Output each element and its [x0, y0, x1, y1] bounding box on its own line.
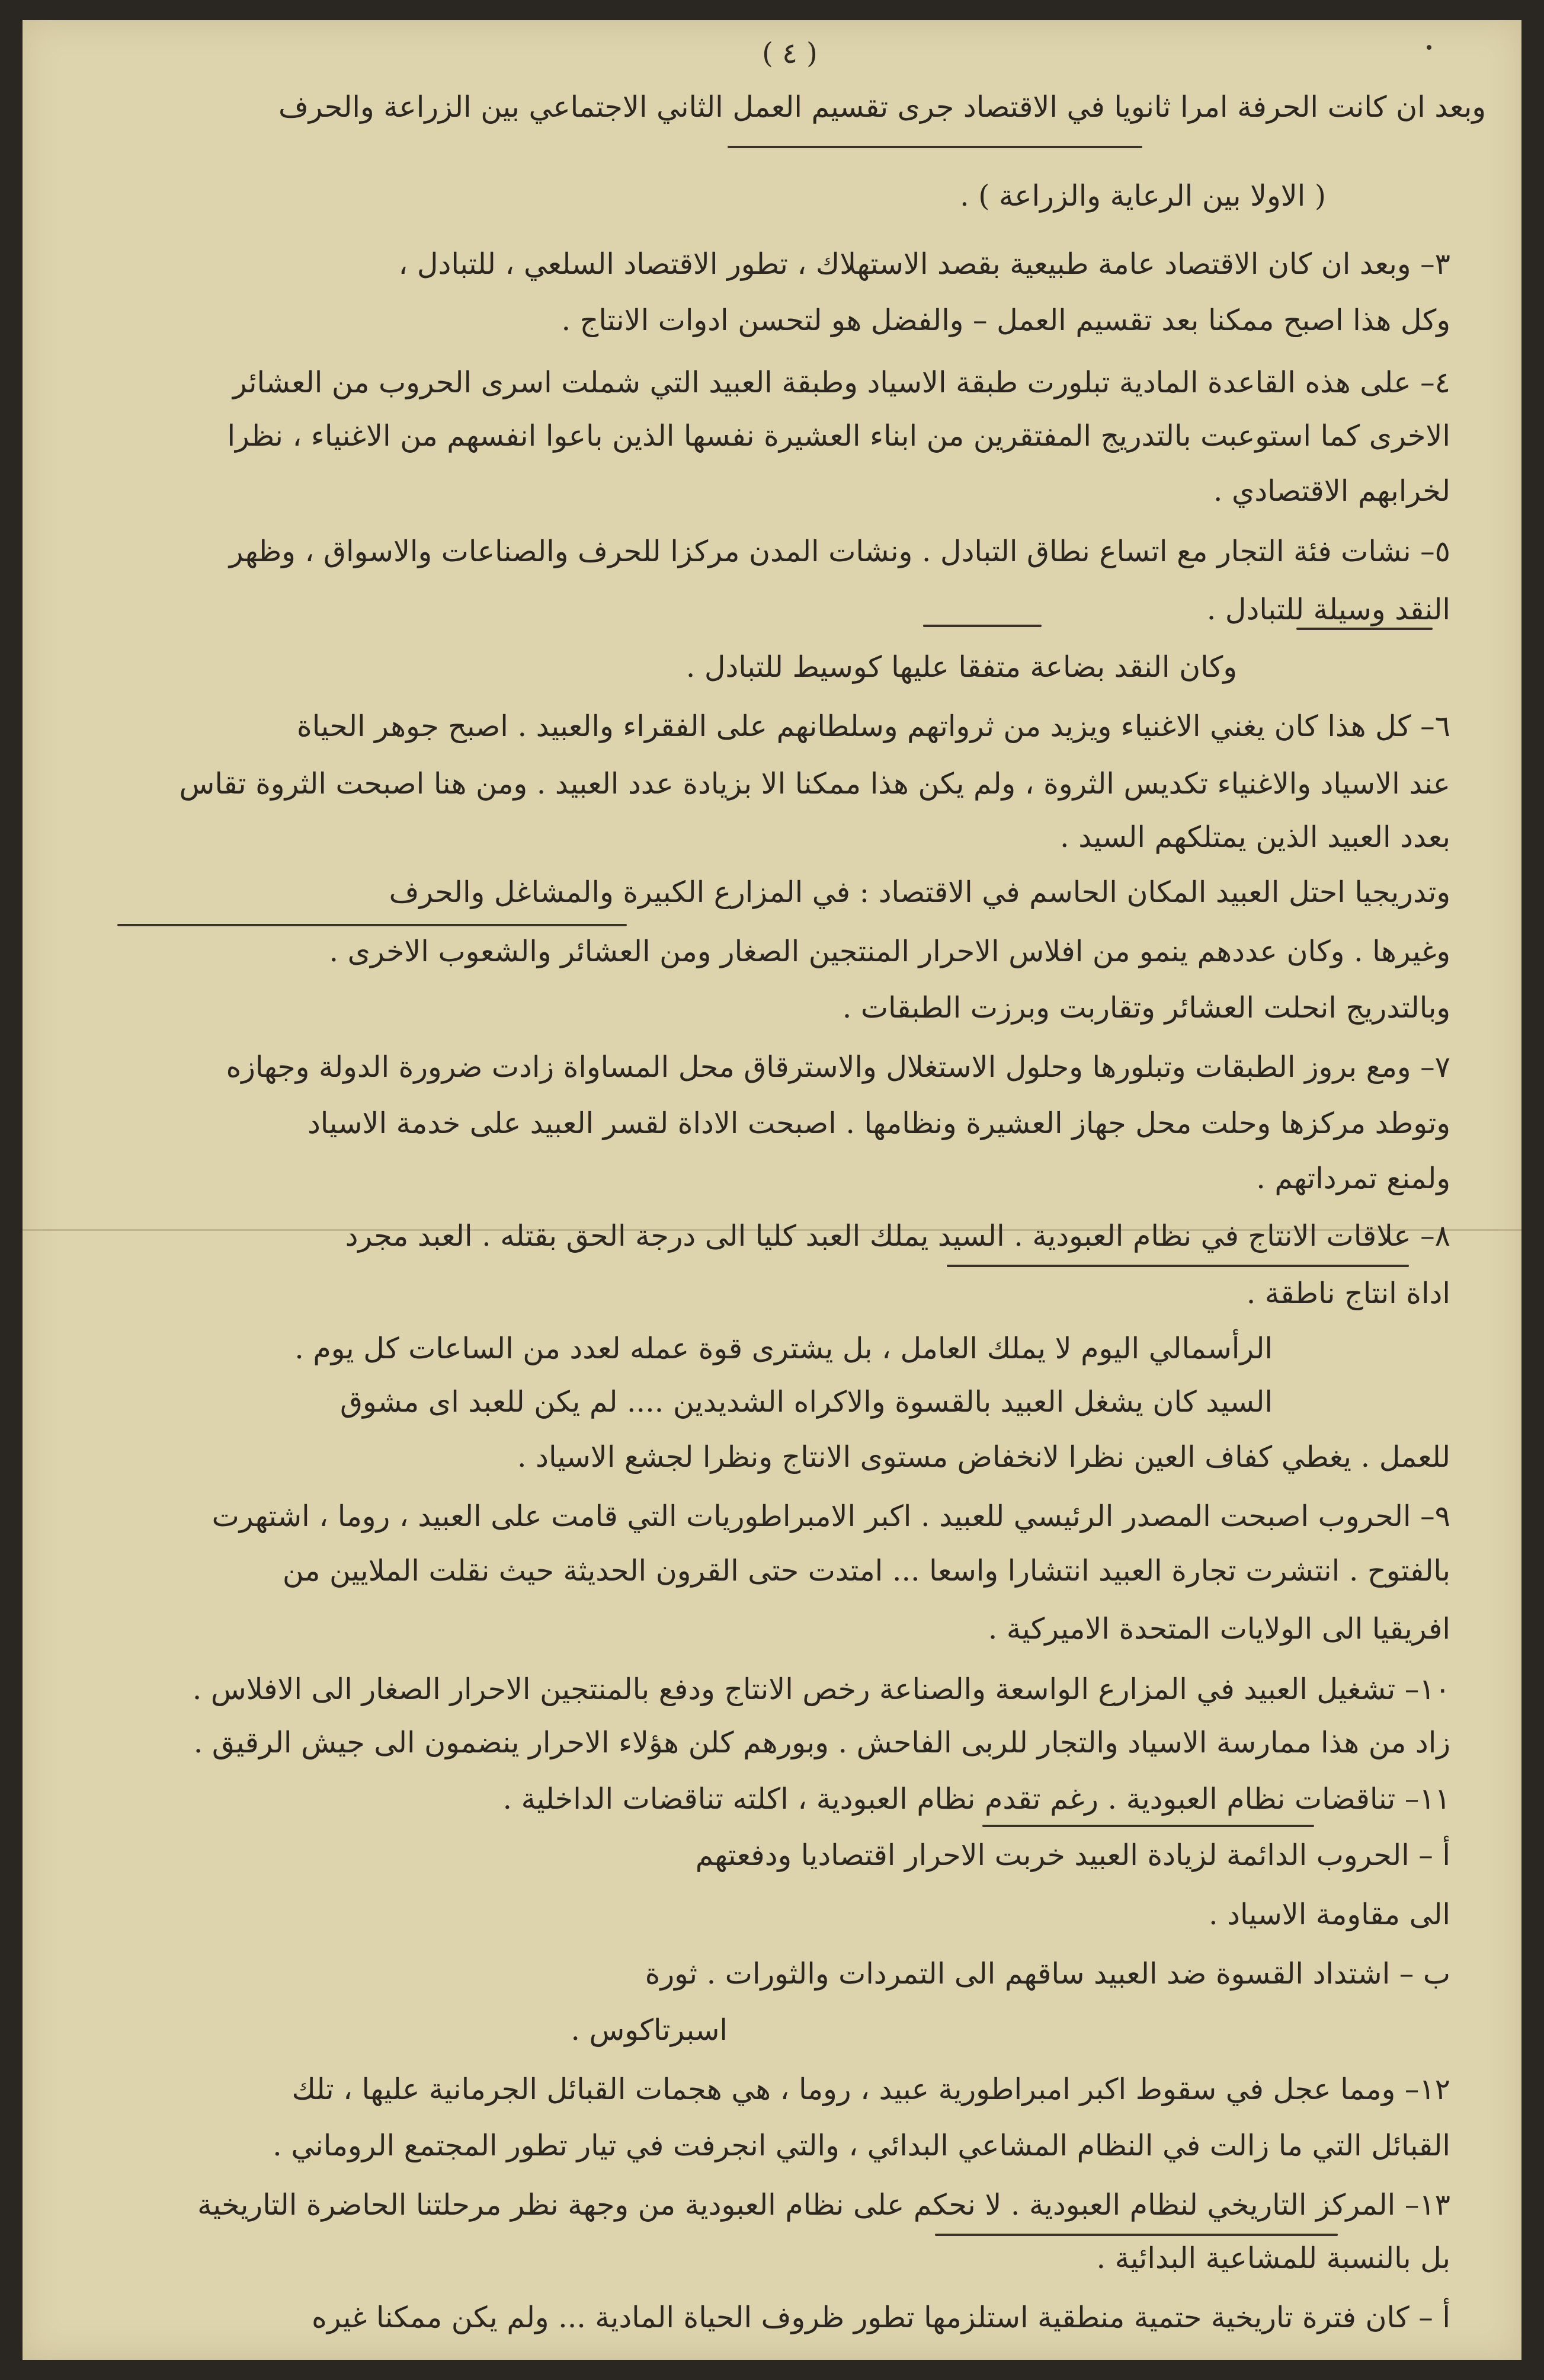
text-line: وغيرها . وكان عددهم ينمو من افلاس الاحرار المنتجين الصغار ومن العشائر والشعوب الاخرى . — [329, 935, 1450, 968]
text-line: أ – كان فترة تاريخية حتمية منطقية استلزمها تطور ظروف الحياة المادية ... ولم يكن ممكنا غيره — [312, 2301, 1450, 2334]
ink-dot — [1427, 45, 1431, 50]
underline — [117, 924, 627, 926]
text-line: اداة انتاج ناطقة . — [1246, 1277, 1450, 1310]
text-line: ٤– على هذه القاعدة المادية تبلورت طبقة الاسياد وطبقة العبيد التي شملت اسرى الحروب من العشائر — [232, 366, 1450, 399]
underline — [935, 2234, 1338, 2236]
text-line: ب – اشتداد القسوة ضد العبيد ساقهم الى التمردات والثورات . ثورة — [645, 1957, 1450, 1991]
underline — [923, 625, 1042, 627]
text-line: ٩– الحروب اصبحت المصدر الرئيسي للعبيد . اكبر الامبراطوريات التي قامت على العبيد ، روما ، اشتهرت — [212, 1499, 1450, 1533]
text-line: السيد كان يشغل العبيد بالقسوة والاكراه الشديدين .... لم يكن للعبد اى مشوق — [339, 1385, 1273, 1419]
text-line: للعمل . يغطي كفاف العين نظرا لانخفاض مستوى الانتاج ونظرا لجشع الاسياد . — [517, 1440, 1450, 1474]
text-line: القبائل التي ما زالت في النظام المشاعي البدائي ، والتي انجرفت في تيار تطور المجتمع الروماني . — [273, 2129, 1450, 2163]
text-line: ولمنع تمرداتهم . — [1256, 1162, 1450, 1195]
text-line: وبعد ان كانت الحرفة امرا ثانويا في الاقتصاد جرى تقسيم العمل الثاني الاجتماعي بين الزراعة والحرف — [278, 90, 1486, 124]
text-line: بعدد العبيد الذين يمتلكهم السيد . — [1060, 820, 1450, 854]
text-line: اسبرتاكوس . — [571, 2013, 728, 2047]
text-line: بل بالنسبة للمشاعية البدائية . — [1096, 2241, 1450, 2275]
text-line: وكان النقد بضاعة متفقا عليها كوسيط للتبادل . — [685, 650, 1237, 684]
text-line: ٣– وبعد ان كان الاقتصاد عامة طبيعية بقصد الاستهلاك ، تطور الاقتصاد السلعي ، للتبادل ، — [398, 247, 1450, 281]
text-line: الرأسمالي اليوم لا يملك العامل ، بل يشترى قوة عمله لعدد من الساعات كل يوم . — [294, 1332, 1273, 1365]
underline — [1296, 628, 1433, 630]
text-line: عند الاسياد والاغنياء تكديس الثروة ، ولم يكن هذا ممكنا الا بزيادة عدد العبيد . ومن هنا اصبحت الثروة تقاس — [179, 767, 1450, 801]
text-line: وتوطد مركزها وحلت محل جهاز العشيرة ونظامها . اصبحت الاداة لقسر العبيد على خدمة الاسياد — [307, 1106, 1450, 1140]
text-line: ١٣– المركز التاريخي لنظام العبودية . لا نحكم على نظام العبودية من وجهة نظر مرحلتنا الحاضرة التاريخية — [197, 2188, 1450, 2222]
text-line: الى مقاومة الاسياد . — [1209, 1898, 1450, 1931]
text-line: ١٠– تشغيل العبيد في المزارع الواسعة والصناعة رخص الانتاج ودفع بالمنتجين الاحرار الصغار الى الافلاس . — [192, 1672, 1450, 1706]
text-line: ( الاولا بين الرعاية والزراعة ) . — [960, 179, 1326, 213]
text-line: ١٢– ومما عجل في سقوط اكبر امبراطورية عبيد ، روما ، هي هجمات القبائل الجرمانية عليها ، تلك — [291, 2072, 1450, 2106]
text-line: افريقيا الى الولايات المتحدة الاميركية . — [988, 1612, 1450, 1646]
text-line: لخرابهم الاقتصادي . — [1213, 474, 1450, 508]
document-page — [23, 20, 1521, 2360]
text-line: وبالتدريج انحلت العشائر وتقاربت وبرزت الطبقات . — [842, 991, 1450, 1025]
text-line: ٧– ومع بروز الطبقات وتبلورها وحلول الاستغلال والاسترقاق محل المساواة زادت ضرورة الدولة وجهازه — [226, 1050, 1450, 1084]
text-line: زاد من هذا ممارسة الاسياد والتجار للربى الفاحش . وبورهم كلن هؤلاء الاحرار ينضمون الى جيش الرقيق . — [193, 1726, 1450, 1760]
text-line: وكل هذا اصبح ممكنا بعد تقسيم العمل – والفضل هو لتحسن ادوات الانتاج . — [561, 303, 1450, 337]
text-line: الاخرى كما استوعبت بالتدريج المفتقرين من ابناء العشيرة نفسها الذين باعوا انفسهم من الاغنياء ، نظرا — [227, 419, 1450, 453]
text-line: بالفتوح . انتشرت تجارة العبيد انتشارا واسعا ... امتدت حتى القرون الحديثة حيث نقلت الملايين من — [282, 1554, 1450, 1588]
underline — [982, 1825, 1314, 1827]
text-line: ٦– كل هذا كان يغني الاغنياء ويزيد من ثرواتهم وسلطانهم على الفقراء والعبيد . اصبح جوهر الحياة — [297, 709, 1450, 743]
text-line: ٥– نشات فئة التجار مع اتساع نطاق التبادل . ونشات المدن مركزا للحرف والصناعات والاسواق ، وظهر — [229, 535, 1450, 568]
text-line: وتدريجيا احتل العبيد المكان الحاسم في الاقتصاد : في المزارع الكبيرة والمشاغل والحرف — [389, 875, 1450, 909]
text-line: النقد وسيلة للتبادل . — [1206, 593, 1450, 626]
page-number: ( ٤ ) — [762, 37, 818, 70]
text-line: ٨– علاقات الانتاج في نظام العبودية . السيد يملك العبد كليا الى درجة الحق بقتله . العبد مجرد — [345, 1219, 1450, 1253]
underline — [947, 1265, 1409, 1267]
text-line: ١١– تناقضات نظام العبودية . رغم تقدم نظام العبودية ، اكلته تناقضات الداخلية . — [502, 1782, 1450, 1816]
underline — [728, 146, 1142, 148]
text-line: أ – الحروب الدائمة لزيادة العبيد خربت الاحرار اقتصاديا ودفعتهم — [695, 1838, 1450, 1872]
